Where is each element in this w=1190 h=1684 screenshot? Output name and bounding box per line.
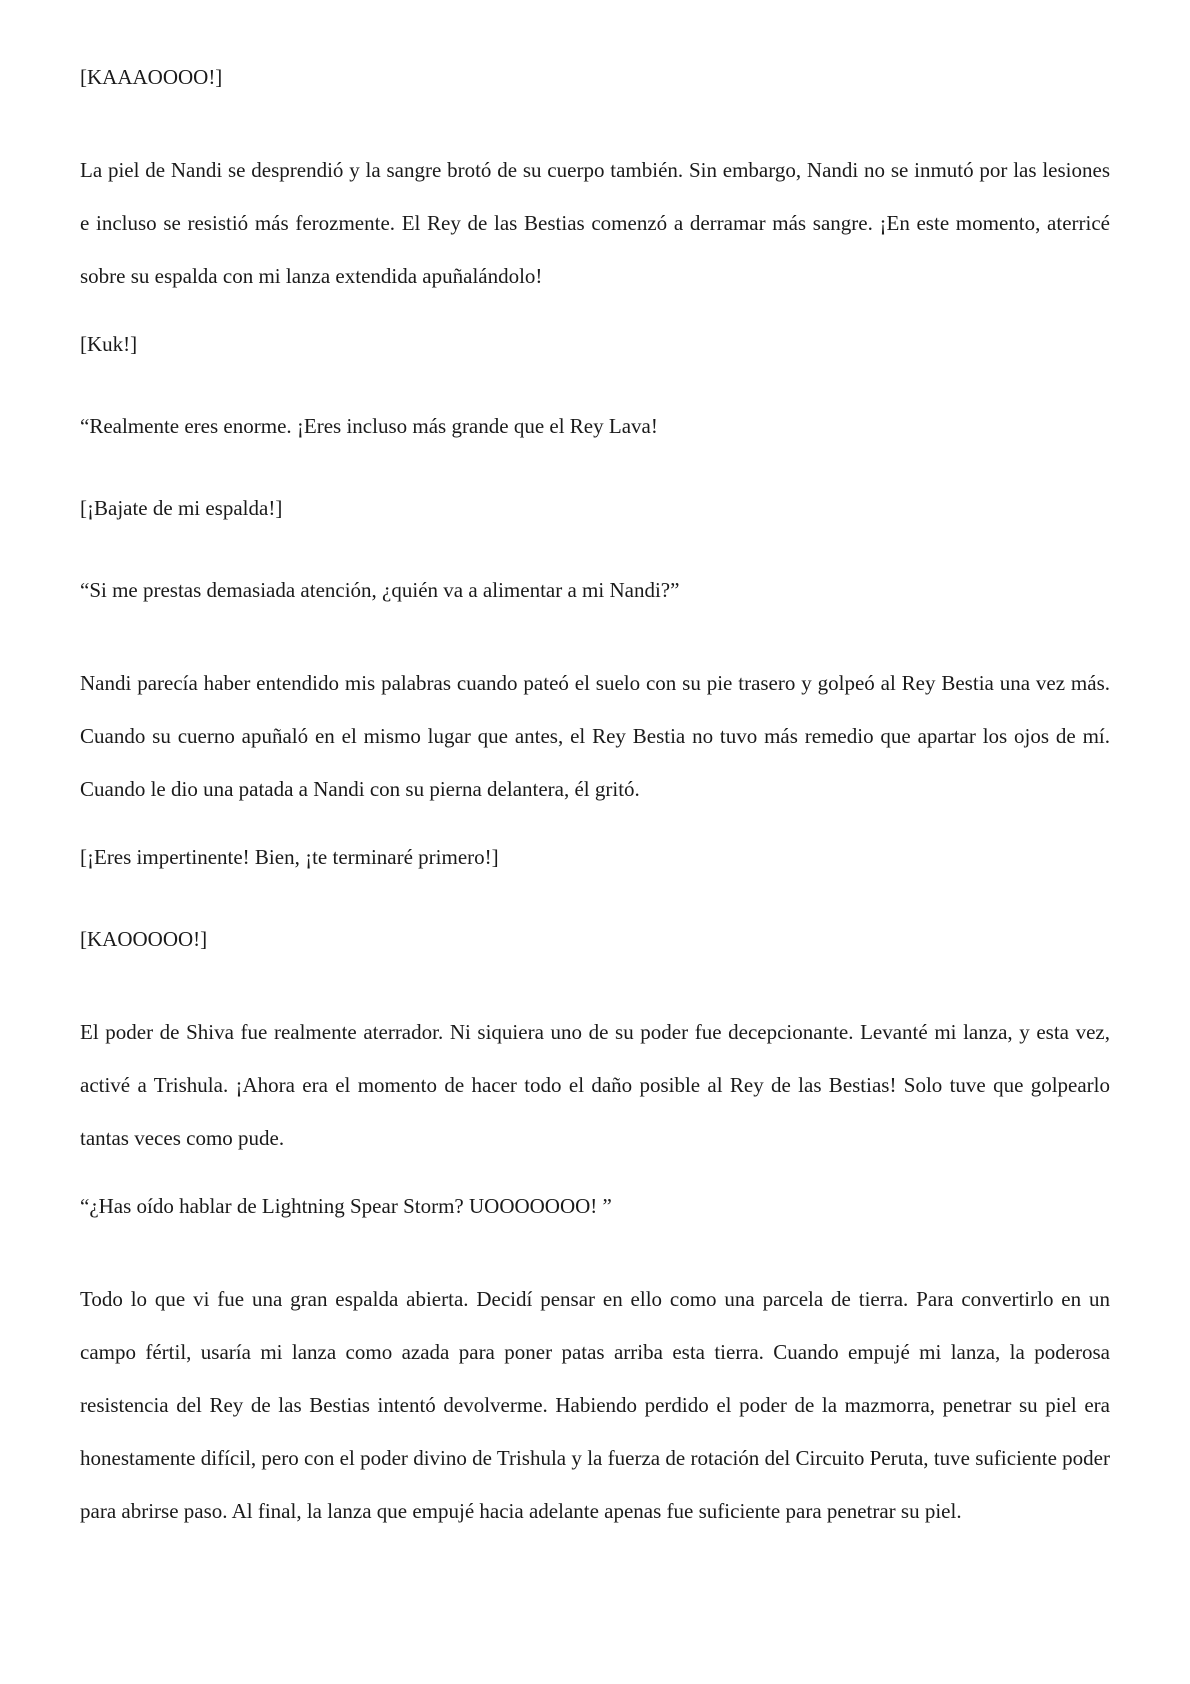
paragraph: El poder de Shiva fue realmente aterrador. Ni siquiera uno de su poder fue decepcionante. Levanté mi lanza, y esta vez, activé a Trishula. ¡Ahora era el momento de hacer todo el daño posible al Rey de las Bestias! Solo tuve que golpearlo tantas veces como pude. — [80, 1020, 1110, 1150]
paragraph: [Kuk!] — [80, 332, 138, 356]
paragraph: Nandi parecía haber entendido mis palabras cuando pateó el suelo con su pie trasero y golpeó al Rey Bestia una vez más. Cuando su cuerno apuñaló en el mismo lugar que antes, el Rey Bestia no tuvo más remedio que apartar los ojos de mí. Cuando le dio una patada a Nandi con su pierna delantera, él gritó. — [80, 671, 1110, 801]
document-page — [80, 62, 1110, 1564]
paragraph: “Si me prestas demasiada atención, ¿quién va a alimentar a mi Nandi?” — [80, 578, 680, 602]
paragraph: “Realmente eres enorme. ¡Eres incluso más grande que el Rey Lava! — [80, 414, 658, 438]
paragraph: [¡Bajate de mi espalda!] — [80, 496, 283, 520]
paragraph: La piel de Nandi se desprendió y la sangre brotó de su cuerpo también. Sin embargo, Nandi no se inmutó por las lesiones e incluso se resistió más ferozmente. El Rey de las Bestias comenzó a derramar más sangre. ¡En este momento, aterricé sobre su espalda con mi lanza extendida apuñalándolo! — [80, 158, 1110, 288]
paragraph: Todo lo que vi fue una gran espalda abierta. Decidí pensar en ello como una parcela de tierra. Para convertirlo en un campo fértil, usaría mi lanza como azada para poner patas arriba esta tierra. Cuando empujé mi lanza, la poderosa resistencia del Rey de las Bestias intentó devolverme. Habiendo perdido el poder de la mazmorra, penetrar su piel era honestamente difícil, pero con el poder divino de Trishula y la fuerza de rotación del Circuito Peruta, tuve suficiente poder para abrirse paso. Al final, la lanza que empujé hacia adelante apenas fue suficiente para penetrar su piel. — [80, 1287, 1110, 1523]
paragraph: “¿Has oído hablar de Lightning Spear Storm? UOOOOOOO! ” — [80, 1194, 612, 1218]
paragraph: [KAAAOOOO!] — [80, 65, 223, 89]
paragraph: [KAOOOOO!] — [80, 927, 208, 951]
paragraph: [¡Eres impertinente! Bien, ¡te terminaré primero!] — [80, 845, 499, 869]
